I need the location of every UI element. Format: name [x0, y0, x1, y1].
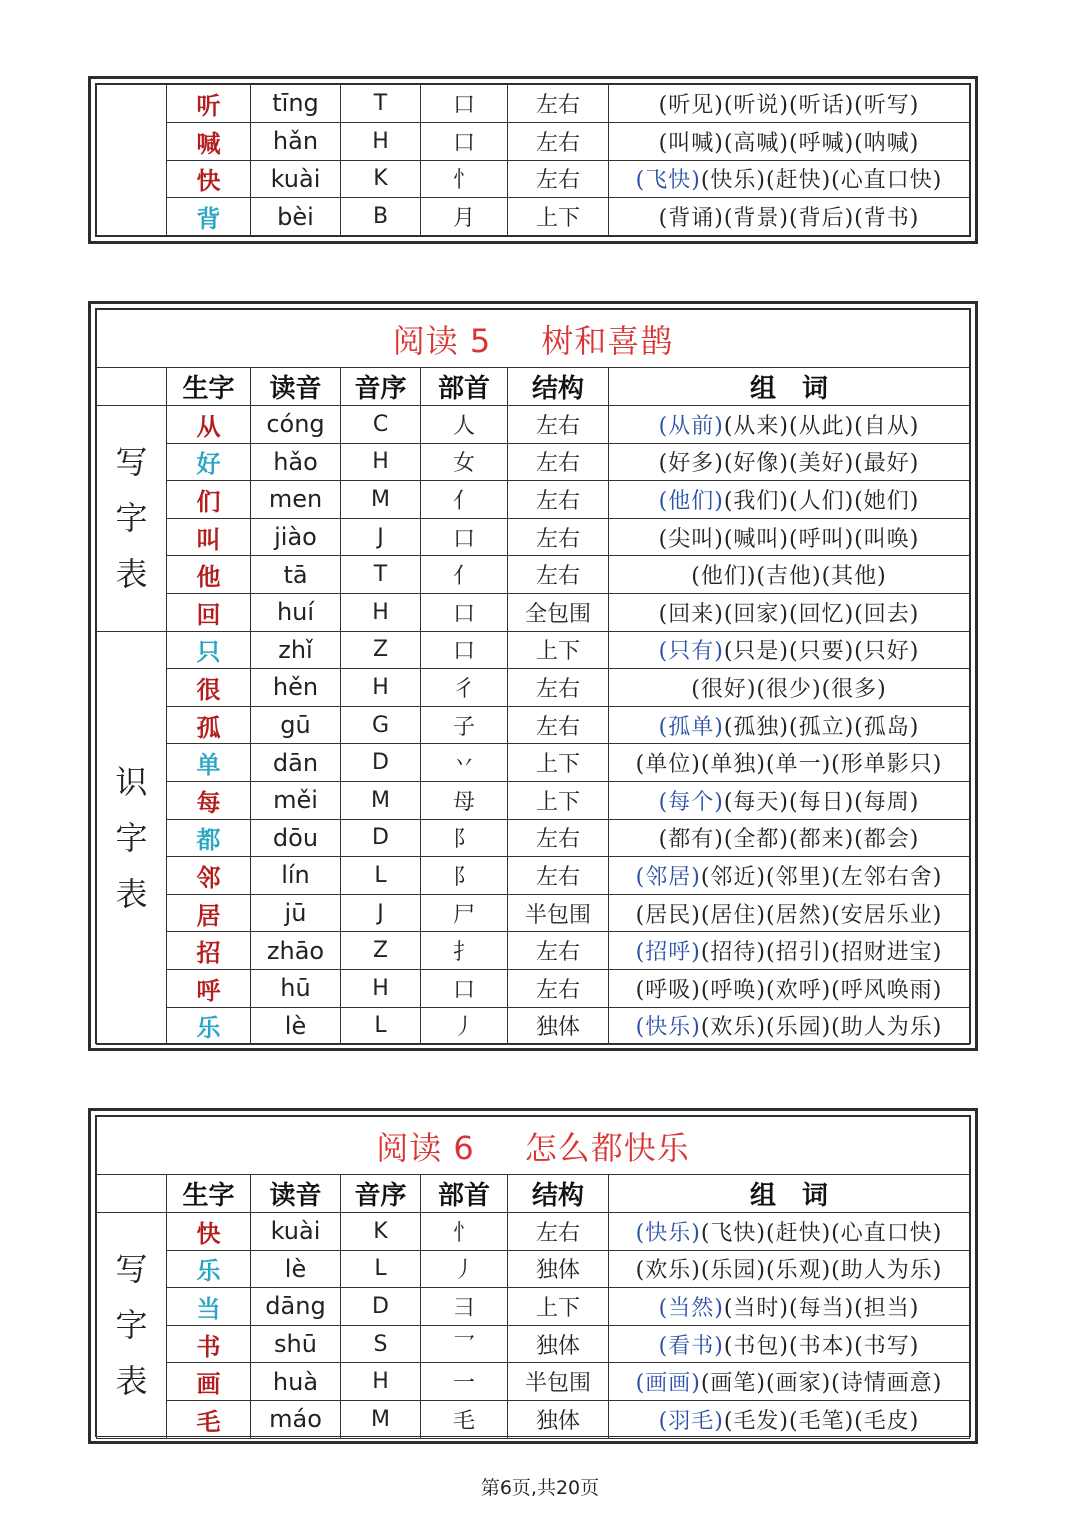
- pinyin-cell: huà: [251, 1363, 341, 1401]
- radical-cell: 口: [421, 85, 508, 123]
- words-rest: (叫喊)(高喊)(呼喊)(呐喊): [658, 130, 920, 156]
- pinyin-cell: měi: [251, 781, 341, 819]
- structure-cell: 上下: [508, 1288, 609, 1326]
- header-sequence: 音序: [341, 1175, 421, 1213]
- pinyin-cell: huí: [251, 593, 341, 631]
- structure-cell: 上下: [508, 198, 609, 236]
- radical-cell: 阝: [421, 819, 508, 857]
- structure-cell: 左右: [508, 406, 609, 444]
- words-cell: [609, 85, 970, 123]
- radical-cell: 毛: [421, 1400, 508, 1438]
- radical-cell: 女: [421, 443, 508, 481]
- pinyin-cell: lín: [251, 857, 341, 895]
- character-cell: 招: [167, 932, 251, 970]
- structure-cell: 独体: [508, 1400, 609, 1438]
- header-pinyin: 读音: [251, 368, 341, 406]
- table-row: [97, 406, 970, 444]
- pinyin-cell: hǎo: [251, 443, 341, 481]
- words-first: (只有): [658, 639, 724, 665]
- words-first: (他们): [658, 488, 724, 514]
- words-rest: (飞快)(赶快)(心直口快): [700, 1220, 943, 1246]
- table-row: [97, 556, 970, 594]
- words-rest: (背诵)(背景)(背后)(背书): [658, 206, 920, 232]
- header-words: 组 词: [609, 1175, 970, 1213]
- header-structure: 结构: [508, 1175, 609, 1213]
- lesson6-table: [96, 1116, 970, 1439]
- character-cell: 听: [167, 85, 251, 123]
- words-first: (羽毛): [658, 1408, 724, 1434]
- pinyin-cell: hěn: [251, 669, 341, 707]
- sequence-cell: H: [341, 122, 421, 160]
- page-number: 第6页,共20页: [480, 1477, 600, 1499]
- table-row: [97, 744, 970, 782]
- sequence-cell: D: [341, 819, 421, 857]
- words-first: (当然): [658, 1295, 724, 1321]
- words-rest: (书包)(书本)(书写): [723, 1333, 920, 1359]
- lesson5-table-block: [88, 301, 978, 1051]
- pinyin-cell: gū: [251, 706, 341, 744]
- words-cell: [609, 932, 970, 970]
- table-row: [97, 781, 970, 819]
- header-structure: 结构: [508, 368, 609, 406]
- structure-cell: 左右: [508, 669, 609, 707]
- pinyin-cell: máo: [251, 1400, 341, 1438]
- sequence-cell: G: [341, 706, 421, 744]
- radical-cell: 忄: [421, 160, 508, 198]
- words-rest: (都有)(全都)(都来)(都会): [658, 827, 920, 853]
- structure-cell: 左右: [508, 969, 609, 1007]
- sequence-cell: K: [341, 160, 421, 198]
- sequence-cell: D: [341, 1288, 421, 1326]
- words-rest: (从来)(从此)(自从): [723, 413, 920, 439]
- character-cell: 回: [167, 593, 251, 631]
- radical-cell: 丿: [421, 1250, 508, 1288]
- lesson5-title: [97, 310, 970, 368]
- words-rest: (听见)(听说)(听话)(听写): [658, 92, 920, 118]
- words-first: (邻居): [635, 864, 701, 890]
- header-blank: [97, 1175, 167, 1213]
- radical-cell: 扌: [421, 932, 508, 970]
- table-row: [97, 706, 970, 744]
- radical-cell: 彐: [421, 1288, 508, 1326]
- pinyin-cell: men: [251, 481, 341, 519]
- structure-cell: 左右: [508, 1213, 609, 1251]
- sequence-cell: S: [341, 1325, 421, 1363]
- pinyin-cell: tīng: [251, 85, 341, 123]
- words-cell: [609, 556, 970, 594]
- pinyin-cell: dōu: [251, 819, 341, 857]
- radical-cell: 口: [421, 593, 508, 631]
- words-first: (从前): [658, 413, 724, 439]
- structure-cell: 独体: [508, 1325, 609, 1363]
- lesson6-title-number: 阅读 6: [376, 1128, 475, 1167]
- character-cell: 他: [167, 556, 251, 594]
- words-cell: [609, 481, 970, 519]
- words-first: (看书): [658, 1333, 724, 1359]
- words-rest: (当时)(每当)(担当): [723, 1295, 920, 1321]
- table-row: [97, 1363, 970, 1401]
- words-rest: (招待)(招引)(招财进宝): [700, 940, 943, 966]
- sequence-cell: C: [341, 406, 421, 444]
- character-cell: 快: [167, 1213, 251, 1251]
- radical-cell: 尸: [421, 894, 508, 932]
- table-row: [97, 443, 970, 481]
- pinyin-cell: kuài: [251, 1213, 341, 1251]
- table-row: [97, 1325, 970, 1363]
- sequence-cell: B: [341, 198, 421, 236]
- words-cell: [609, 969, 970, 1007]
- side-label: 识 字 表: [97, 631, 167, 1045]
- structure-cell: 半包围: [508, 894, 609, 932]
- radical-cell: 亻: [421, 556, 508, 594]
- structure-cell: 左右: [508, 443, 609, 481]
- character-cell: 孤: [167, 706, 251, 744]
- header-words: 组 词: [609, 368, 970, 406]
- sequence-cell: L: [341, 857, 421, 895]
- sequence-cell: H: [341, 969, 421, 1007]
- words-rest: (孤独)(孤立)(孤岛): [723, 714, 920, 740]
- radical-cell: 亻: [421, 481, 508, 519]
- character-cell: 乐: [167, 1250, 251, 1288]
- character-cell: 画: [167, 1363, 251, 1401]
- words-cell: [609, 1400, 970, 1438]
- sequence-cell: Z: [341, 932, 421, 970]
- table-row: [97, 932, 970, 970]
- character-cell: 当: [167, 1288, 251, 1326]
- structure-cell: 独体: [508, 1250, 609, 1288]
- header-radical: 部首: [421, 1175, 508, 1213]
- structure-cell: 独体: [508, 1007, 609, 1045]
- words-rest: (他们)(吉他)(其他): [691, 564, 887, 590]
- pinyin-cell: dāng: [251, 1288, 341, 1326]
- structure-cell: 左右: [508, 819, 609, 857]
- table-row: [97, 593, 970, 631]
- header-radical: 部首: [421, 368, 508, 406]
- sequence-cell: H: [341, 443, 421, 481]
- words-cell: [609, 744, 970, 782]
- pinyin-cell: tā: [251, 556, 341, 594]
- words-first: (快乐): [635, 1015, 701, 1041]
- pinyin-cell: kuài: [251, 160, 341, 198]
- radical-cell: 阝: [421, 857, 508, 895]
- words-first: (每个): [658, 789, 724, 815]
- pinyin-cell: dān: [251, 744, 341, 782]
- character-cell: 好: [167, 443, 251, 481]
- sequence-cell: J: [341, 518, 421, 556]
- radical-cell: 母: [421, 781, 508, 819]
- sequence-cell: L: [341, 1250, 421, 1288]
- character-cell: 书: [167, 1325, 251, 1363]
- character-cell: 乐: [167, 1007, 251, 1045]
- sequence-cell: H: [341, 593, 421, 631]
- character-cell: 叫: [167, 518, 251, 556]
- character-cell: 居: [167, 894, 251, 932]
- radical-cell: 人: [421, 406, 508, 444]
- sequence-cell: L: [341, 1007, 421, 1045]
- sequence-cell: M: [341, 481, 421, 519]
- character-cell: 从: [167, 406, 251, 444]
- character-cell: 背: [167, 198, 251, 236]
- sequence-cell: D: [341, 744, 421, 782]
- table-row: [97, 122, 970, 160]
- top-table: [96, 84, 970, 236]
- words-rest: (单位)(单独)(单一)(形单影只): [635, 752, 943, 778]
- words-first: (画画): [635, 1371, 701, 1397]
- words-rest: (邻近)(邻里)(左邻右舍): [700, 864, 943, 890]
- sequence-cell: Z: [341, 631, 421, 669]
- table-row: [97, 198, 970, 236]
- pinyin-cell: bèi: [251, 198, 341, 236]
- sequence-cell: M: [341, 781, 421, 819]
- lesson6-title-name: 怎么都快乐: [524, 1128, 690, 1167]
- words-cell: [609, 669, 970, 707]
- side-label: 写 字 表: [97, 1213, 167, 1439]
- words-rest: (每天)(每日)(每周): [723, 789, 920, 815]
- words-rest: (我们)(人们)(她们): [723, 488, 920, 514]
- radical-cell: 口: [421, 969, 508, 1007]
- words-cell: [609, 593, 970, 631]
- words-first: (招呼): [635, 940, 701, 966]
- words-cell: [609, 1007, 970, 1045]
- radical-cell: 口: [421, 631, 508, 669]
- table-row: [97, 631, 970, 669]
- words-rest: (居民)(居住)(居然)(安居乐业): [635, 902, 943, 928]
- words-cell: [609, 819, 970, 857]
- pinyin-cell: jū: [251, 894, 341, 932]
- words-cell: [609, 1325, 970, 1363]
- pinyin-cell: lè: [251, 1250, 341, 1288]
- character-cell: 单: [167, 744, 251, 782]
- structure-cell: 左右: [508, 932, 609, 970]
- radical-cell: 子: [421, 706, 508, 744]
- lesson5-title-name: 树和喜鹊: [541, 321, 674, 360]
- pinyin-cell: zhǐ: [251, 631, 341, 669]
- header-sequence: 音序: [341, 368, 421, 406]
- words-cell: [609, 122, 970, 160]
- character-cell: 喊: [167, 122, 251, 160]
- words-cell: [609, 894, 970, 932]
- lesson5-title-number: 阅读 5: [392, 321, 492, 360]
- header-char: 生字: [167, 1175, 251, 1213]
- sequence-cell: H: [341, 1363, 421, 1401]
- pinyin-cell: hū: [251, 969, 341, 1007]
- words-cell: [609, 1288, 970, 1326]
- header-blank: [97, 368, 167, 406]
- words-cell: [609, 1213, 970, 1251]
- radical-cell: 丿: [421, 1007, 508, 1045]
- words-cell: [609, 631, 970, 669]
- words-cell: [609, 706, 970, 744]
- radical-cell: 彳: [421, 669, 508, 707]
- pinyin-cell: lè: [251, 1007, 341, 1045]
- structure-cell: 左右: [508, 122, 609, 160]
- words-rest: (画笔)(画家)(诗情画意): [700, 1371, 943, 1397]
- structure-cell: 全包围: [508, 593, 609, 631]
- words-rest: (毛发)(毛笔)(毛皮): [723, 1408, 920, 1434]
- side-label: [97, 85, 167, 236]
- pinyin-cell: cóng: [251, 406, 341, 444]
- table-row: [97, 857, 970, 895]
- radical-cell: 乛: [421, 1325, 508, 1363]
- table-row: [97, 969, 970, 1007]
- words-cell: [609, 160, 970, 198]
- radical-cell: 丷: [421, 744, 508, 782]
- character-cell: 快: [167, 160, 251, 198]
- table-row: [97, 1288, 970, 1326]
- structure-cell: 左右: [508, 857, 609, 895]
- structure-cell: 左右: [508, 85, 609, 123]
- words-rest: (只是)(只要)(只好): [723, 639, 920, 665]
- character-cell: 呼: [167, 969, 251, 1007]
- words-cell: [609, 857, 970, 895]
- table-row: [97, 1400, 970, 1438]
- words-cell: [609, 781, 970, 819]
- table-row: [97, 1250, 970, 1288]
- structure-cell: 上下: [508, 781, 609, 819]
- character-cell: 邻: [167, 857, 251, 895]
- table-row: [97, 1213, 970, 1251]
- structure-cell: 左右: [508, 518, 609, 556]
- pinyin-cell: jiào: [251, 518, 341, 556]
- sequence-cell: T: [341, 556, 421, 594]
- table-row: [97, 85, 970, 123]
- sequence-cell: J: [341, 894, 421, 932]
- words-rest: (回来)(回家)(回忆)(回去): [658, 601, 920, 627]
- radical-cell: 一: [421, 1363, 508, 1401]
- radical-cell: 口: [421, 518, 508, 556]
- words-cell: [609, 518, 970, 556]
- words-first: (飞快): [635, 168, 701, 194]
- lesson6-table-block: [88, 1108, 978, 1444]
- words-rest: (很好)(很少)(很多): [691, 676, 887, 702]
- table-row: [97, 1007, 970, 1045]
- structure-cell: 上下: [508, 631, 609, 669]
- structure-cell: 左右: [508, 556, 609, 594]
- lesson5-table: [96, 309, 970, 1045]
- table-row: [97, 160, 970, 198]
- table-row: [97, 481, 970, 519]
- sequence-cell: M: [341, 1400, 421, 1438]
- words-rest: (呼吸)(呼唤)(欢呼)(呼风唤雨): [635, 977, 943, 1003]
- table-row: [97, 894, 970, 932]
- words-rest: (尖叫)(喊叫)(呼叫)(叫唤): [658, 526, 920, 552]
- lesson6-title: [97, 1117, 970, 1175]
- words-first: (孤单): [658, 714, 724, 740]
- structure-cell: 上下: [508, 744, 609, 782]
- structure-cell: 左右: [508, 706, 609, 744]
- structure-cell: 半包围: [508, 1363, 609, 1401]
- words-cell: [609, 1250, 970, 1288]
- radical-cell: 口: [421, 122, 508, 160]
- table-row: [97, 518, 970, 556]
- top-table-block: [88, 76, 978, 244]
- words-rest: (欢乐)(乐园)(助人为乐): [700, 1015, 943, 1041]
- sequence-cell: H: [341, 669, 421, 707]
- character-cell: 很: [167, 669, 251, 707]
- words-cell: [609, 406, 970, 444]
- structure-cell: 左右: [508, 160, 609, 198]
- words-cell: [609, 443, 970, 481]
- header-pinyin: 读音: [251, 1175, 341, 1213]
- character-cell: 每: [167, 781, 251, 819]
- pinyin-cell: hǎn: [251, 122, 341, 160]
- character-cell: 都: [167, 819, 251, 857]
- words-rest: (好多)(好像)(美好)(最好): [658, 451, 920, 477]
- side-label: 写 字 表: [97, 406, 167, 632]
- pinyin-cell: zhāo: [251, 932, 341, 970]
- pinyin-cell: shū: [251, 1325, 341, 1363]
- table-row: [97, 819, 970, 857]
- structure-cell: 左右: [508, 481, 609, 519]
- sequence-cell: K: [341, 1213, 421, 1251]
- character-cell: 毛: [167, 1400, 251, 1438]
- words-cell: [609, 1363, 970, 1401]
- radical-cell: 忄: [421, 1213, 508, 1251]
- words-first: (快乐): [635, 1220, 701, 1246]
- sequence-cell: T: [341, 85, 421, 123]
- radical-cell: 月: [421, 198, 508, 236]
- header-char: 生字: [167, 368, 251, 406]
- character-cell: 只: [167, 631, 251, 669]
- words-cell: [609, 198, 970, 236]
- words-rest: (欢乐)(乐园)(乐观)(助人为乐): [635, 1258, 943, 1284]
- words-rest: (快乐)(赶快)(心直口快): [700, 168, 943, 194]
- character-cell: 们: [167, 481, 251, 519]
- table-row: [97, 669, 970, 707]
